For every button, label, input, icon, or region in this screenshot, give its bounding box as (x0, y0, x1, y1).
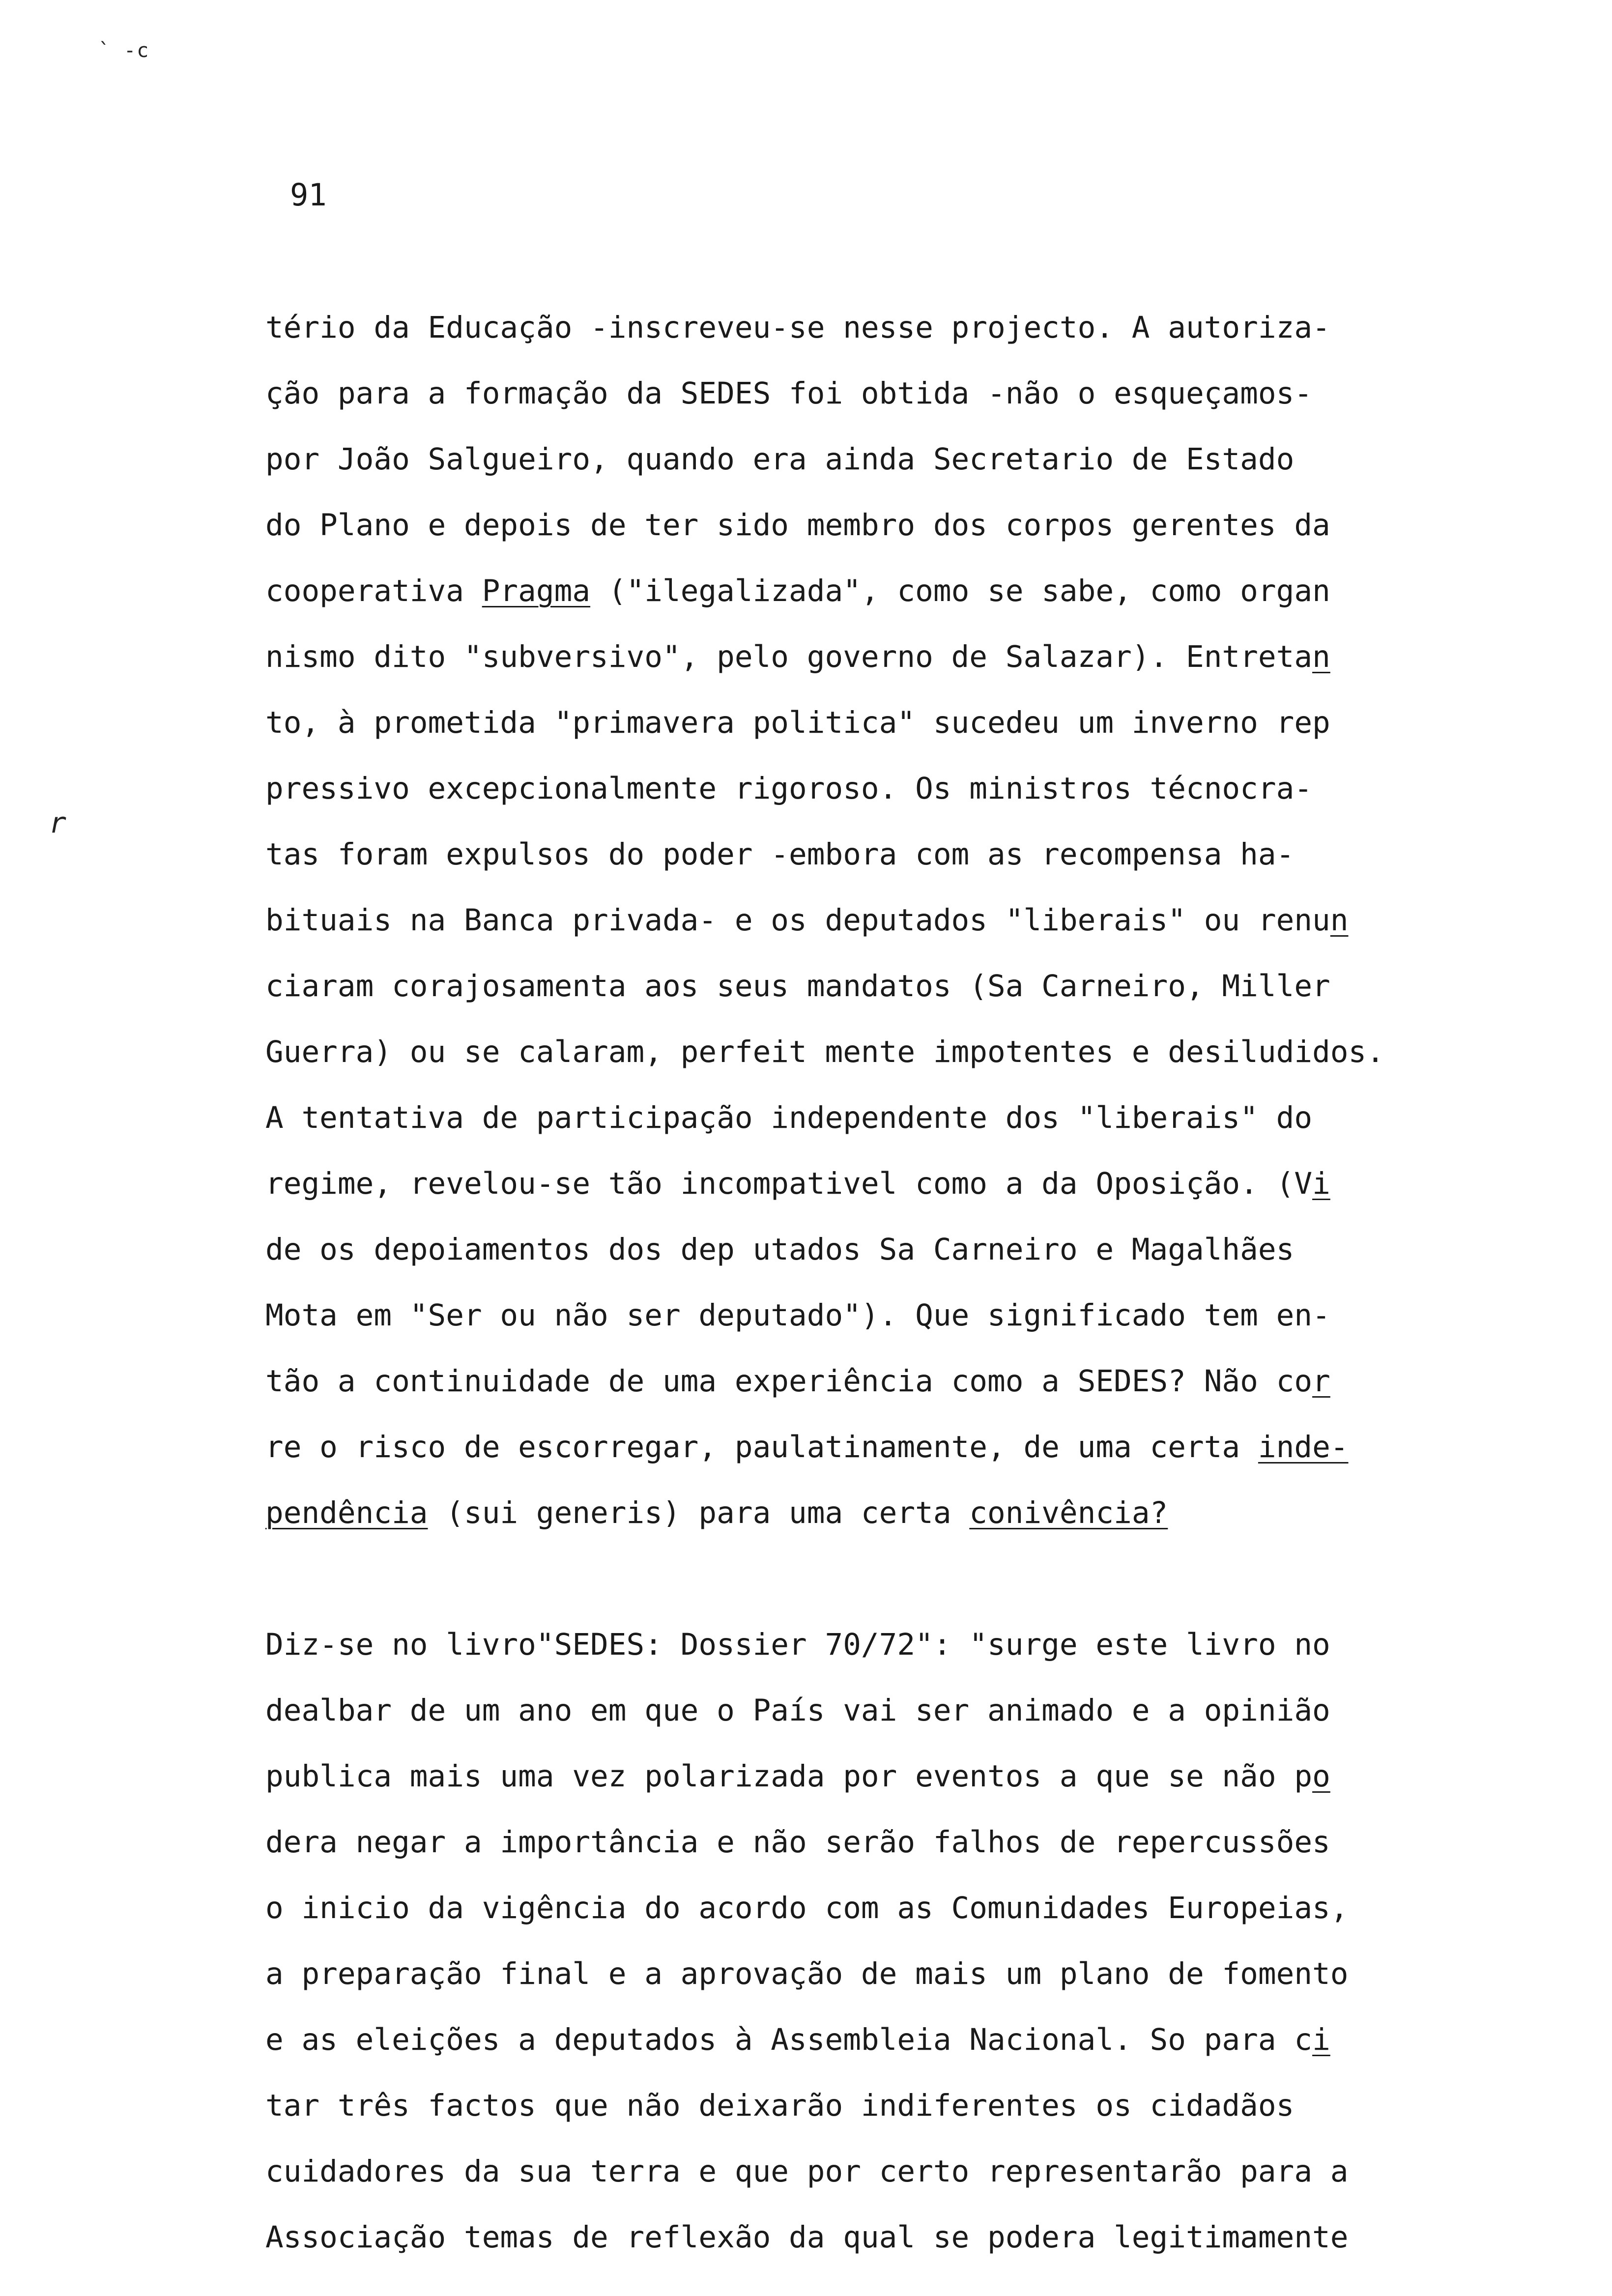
text-line (265, 295, 1509, 361)
text-line (265, 756, 1509, 822)
text-line (265, 1612, 1509, 1678)
text-line (265, 558, 1509, 624)
text-segment: tério da Educação -inscreveu-se nesse projecto. A autoriza- (265, 310, 1330, 345)
text-line (265, 1678, 1509, 1744)
text-segment: pressivo excepcionalmente rigoroso. Os ministros técnocra- (265, 771, 1313, 806)
underlined-text: r (1312, 1364, 1330, 1399)
text-line (265, 1875, 1509, 1941)
text-segment: Guerra) ou se calaram, perfeit mente impotentes e desiludidos. (265, 1034, 1384, 1069)
text-segment: ciaram corajosamenta aos seus mandatos (Sa Carneiro, Miller (265, 969, 1330, 1004)
text-segment: nismo dito "subversivo", pelo governo de Salazar). Entreta (265, 639, 1313, 674)
underlined-text: i (1312, 1166, 1330, 1201)
text-line (265, 427, 1509, 492)
text-segment: Mota em "Ser ou não ser deputado"). Que significado tem en- (265, 1298, 1330, 1333)
paragraph-1 (265, 295, 1509, 1546)
text-line (265, 888, 1509, 953)
margin-mark: r (49, 806, 66, 839)
underlined-text: i (1312, 2022, 1330, 2057)
text-segment: por João Salgueiro, quando era ainda Secretario de Estado (265, 442, 1295, 477)
text-segment: do Plano e depois de ter sido membro dos corpos gerentes da (265, 508, 1330, 543)
text-segment: o inicio da vigência do acordo com as Comunidades Europeias, (265, 1891, 1349, 1925)
underlined-text: n (1312, 639, 1330, 674)
underlined-text: o (1312, 1759, 1330, 1794)
text-segment: tão a continuidade de uma experiência como a SEDES? Não co (265, 1364, 1313, 1399)
text-segment: a preparação final e a aprovação de mais um plano de fomento (265, 1956, 1349, 1991)
text-segment: (sui generis) para uma certa (428, 1495, 970, 1530)
text-segment: de os depoiamentos dos dep utados Sa Carneiro e Magalhães (265, 1232, 1295, 1267)
text-segment: Associação temas de reflexão da qual se podera legitimamente (265, 2220, 1349, 2255)
text-line (265, 624, 1509, 690)
underlined-text: inde- (1258, 1430, 1349, 1464)
text-line (265, 1480, 1509, 1546)
text-line (265, 1744, 1509, 1809)
text-segment: tas foram expulsos do poder -embora com as recompensa ha- (265, 837, 1295, 872)
text-segment: cuidadores da sua terra e que por certo representarão para a (265, 2154, 1349, 2189)
text-line (265, 1349, 1509, 1414)
underlined-text: Pragma (482, 574, 591, 608)
paragraph-2 (265, 1612, 1509, 2270)
text-segment: e as eleições a deputados à Assembleia Nacional. So para c (265, 2022, 1313, 2057)
text-segment: to, à prometida "primavera politica" sucedeu um inverno rep (265, 705, 1330, 740)
page-number: 91 (290, 177, 327, 213)
text-line (265, 1283, 1509, 1349)
text-segment: dera negar a importância e não serão falhos de repercussões (265, 1825, 1330, 1860)
text-line (265, 1151, 1509, 1217)
text-line (265, 1019, 1509, 1085)
text-segment: bituais na Banca privada- e os deputados "liberais" ou renu (265, 903, 1330, 938)
text-segment: ção para a formação da SEDES foi obtida -não o esqueçamos- (265, 376, 1313, 411)
corner-mark: ` -c (98, 39, 150, 62)
underlined-text: n (1330, 903, 1349, 938)
text-segment: cooperativa (265, 574, 482, 608)
text-segment: A tentativa de participação independente dos "liberais" do (265, 1100, 1313, 1135)
text-line (265, 2205, 1509, 2270)
text-segment: regime, revelou-se tão incompativel como a da Oposição. (V (265, 1166, 1313, 1201)
underlined-text: pendência (265, 1495, 428, 1530)
text-segment: re o risco de escorregar, paulatinamente, de uma certa (265, 1430, 1258, 1464)
text-line (265, 492, 1509, 558)
text-segment: publica mais uma vez polarizada por eventos a que se não p (265, 1759, 1313, 1794)
text-line (265, 1414, 1509, 1480)
text-line (265, 690, 1509, 756)
text-line (265, 2007, 1509, 2073)
text-line (265, 2139, 1509, 2205)
text-line (265, 2073, 1509, 2139)
text-line (265, 822, 1509, 888)
text-line (265, 1941, 1509, 2007)
text-line (265, 1085, 1509, 1151)
text-segment: dealbar de um ano em que o País vai ser animado e a opinião (265, 1693, 1330, 1728)
text-segment: tar três factos que não deixarão indiferentes os cidadãos (265, 2088, 1295, 2123)
text-segment: Diz-se no livro"SEDES: Dossier 70/72": "surge este livro no (265, 1627, 1330, 1662)
underlined-text: conivência? (969, 1495, 1168, 1530)
text-line (265, 361, 1509, 427)
text-line (265, 1809, 1509, 1875)
text-line (265, 953, 1509, 1019)
text-line (265, 1217, 1509, 1283)
text-segment: ("ilegalizada", como se sabe, como organ (590, 574, 1330, 608)
